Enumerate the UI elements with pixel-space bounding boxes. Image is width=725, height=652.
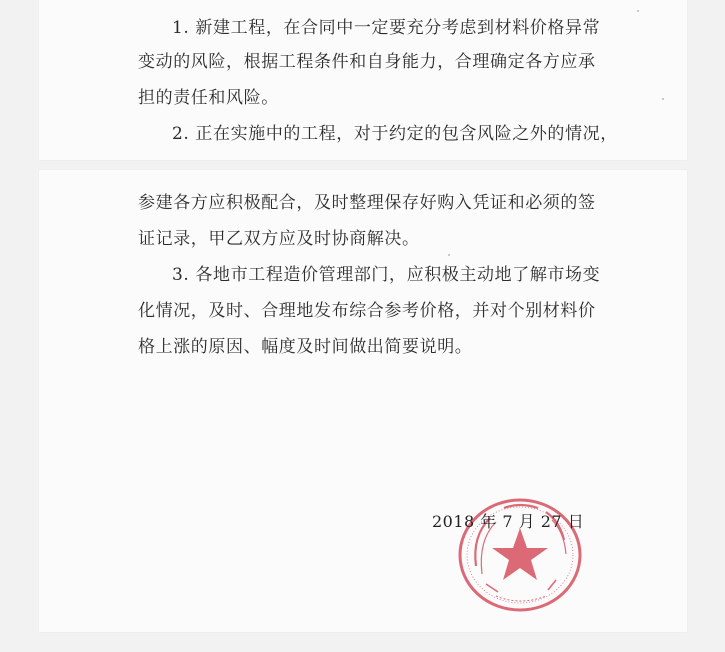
paragraph-2-line-1: 2. 正在实施中的工程，对于约定的包含风险之外的情况， xyxy=(172,124,618,144)
scan-speck xyxy=(637,10,639,12)
paragraph-2-line-2: 参建各方应积极配合，及时整理保存好购入凭证和必须的签 xyxy=(138,193,596,213)
document-date: 2018 年 7 月 27 日 xyxy=(432,512,585,531)
paragraph-3-line-1: 3. 各地市工程造价管理部门，应积极主动地了解市场变 xyxy=(172,265,601,285)
paragraph-2-line-3: 证记录，甲乙双方应及时协商解决。 xyxy=(138,229,420,249)
scan-speck xyxy=(662,98,664,100)
paragraph-3-line-2: 化情况，及时、合理地发布综合参考价格，并对个别材料价 xyxy=(138,301,596,321)
paragraph-3-line-3: 格上涨的原因、幅度及时间做出简要说明。 xyxy=(138,337,473,357)
paragraph-1-line-3: 担的责任和风险。 xyxy=(138,88,279,108)
paragraph-1-line-2: 变动的风险，根据工程条件和自身能力，合理确定各方应承 xyxy=(138,52,596,72)
scan-speck xyxy=(448,254,450,256)
paragraph-1-line-1: 1. 新建工程，在合同中一定要充分考虑到材料价格异常 xyxy=(172,18,601,38)
